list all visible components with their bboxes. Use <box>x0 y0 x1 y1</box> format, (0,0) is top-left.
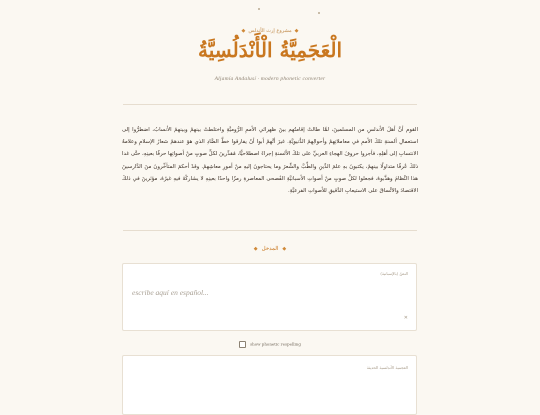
eyebrow <box>0 28 540 34</box>
aljamia-output-card[interactable] <box>122 355 417 415</box>
close-icon[interactable]: ✕ <box>403 315 408 321</box>
decor-dot <box>258 8 260 10</box>
page-subtitle: Aljamía Andalusí · modern phonetic converter <box>214 76 326 82</box>
phonetic-checkbox[interactable] <box>239 341 246 348</box>
diamond-icon: ◆ <box>253 246 258 252</box>
input-card-label: النصّ (بالإسبانية) <box>380 271 408 276</box>
eyebrow-text: مشروع إرث الأندلس <box>248 28 292 34</box>
phonetic-toggle-row[interactable] <box>0 341 540 348</box>
decor-dot <box>318 12 320 14</box>
intro-paragraph: القوم أنَّ أهلَ الأندلسِ من المسلمينَ، لمَّا طالتْ إقامتُهم بينَ ظهرانَي الأممِ الرُّوميَّةِ واختلطتْ بينهمْ وبينهمُ الأنسابُ، اضطرُّوا إلى استعمالِ ألسنةِ تلكَ الأممِ في معاملاتِهمْ وأحوالِهمُ الدُّنيويَّةِ. غيرَ أنَّهمْ أبوا أنْ يفارقوا خطَّ الضَّادِ الذي هوَ عندهمْ شعارُ الإسلامِ وعلامةُ الانتسابِ إلى أهلِهِ، فأجروا حروفَ الهجاءِ العربيِّ على تلكَ الألسنةِ إجراءَ اصطلاحيًّا، مُقدِّرينَ لكلِّ صوتٍ منْ أصواتِها حرفًا بعينِهِ، حتَّى غدا ذلكَ عُرفًا متداولًا بينهمْ، يكتبونَ بهِ علمَ الدِّينِ والطِّبَّ والشِّعرَ وما يحتاجونَ إليهِ منْ أمورِ معاشِهمْ. وقدْ أحكمَ المتأخِّرونَ منَ الدَّارسينَ هذا النِّظامَ وهذَّبوهُ، فجعلوا لكلِّ صوتٍ منْ أصواتِ الأسبانيَّةِ الفُصحى المعاصرةِ رمزًا واحدًا بعينِهِ لا يشاركُهُ فيهِ غيرُهُ، مؤثرينَ في ذلكَ الاقتصادَ والاتِّساقَ على الاستيعابِ الدَّقيقِ للأصواتِ الفرعيَّةِ. <box>122 127 418 195</box>
input-section-label <box>0 246 540 252</box>
spanish-input-card[interactable] <box>122 263 417 331</box>
diamond-icon: ◆ <box>282 246 287 252</box>
page-title: الْعَجَمِيَّةُ الْأَنْدَلُسِيَّةُ <box>198 38 342 62</box>
output-card-label: العجمية الأندلسية الحديثة <box>366 365 408 370</box>
spanish-text-input[interactable]: escribe aquí en español... <box>132 288 209 297</box>
divider <box>123 230 417 231</box>
diamond-icon: ◆ <box>294 28 299 34</box>
phonetic-toggle-label[interactable]: show phonetic respelling <box>250 341 301 347</box>
divider <box>123 104 417 105</box>
input-section-label-text: المدخل <box>261 246 279 252</box>
diamond-icon: ◆ <box>241 28 246 34</box>
